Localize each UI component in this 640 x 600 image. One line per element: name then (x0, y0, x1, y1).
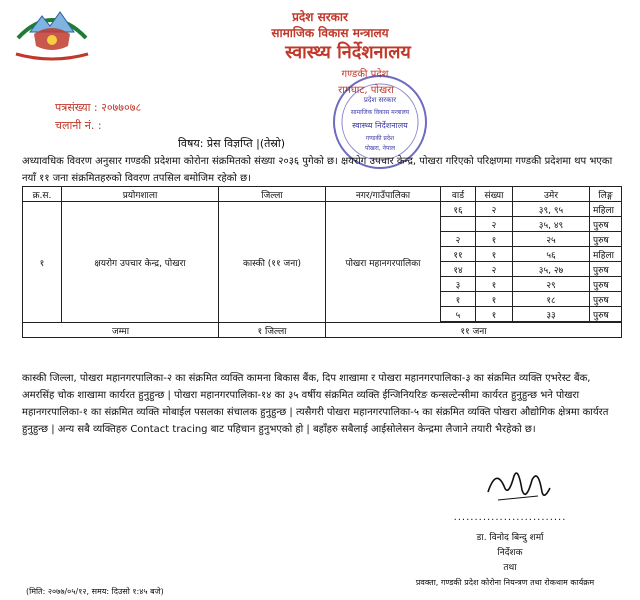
cell-ward: १ (441, 292, 476, 307)
cell-count: १ (476, 277, 513, 292)
cell-age: २५ (513, 232, 590, 247)
cell-age: ३५, २७ (513, 262, 590, 277)
cell-sn: १ (23, 202, 62, 323)
signature-line: ........................... (453, 512, 567, 523)
cell-age: ३९, ९५ (513, 202, 590, 217)
cell-count: २ (476, 217, 513, 232)
cell-district: कास्की (११ जना) (219, 202, 326, 323)
total-count: ११ जना (326, 323, 622, 338)
cell-ward: २ (441, 232, 476, 247)
subject-line: विषय: प्रेस विज्ञप्ति |(तेस्रो) (178, 137, 286, 150)
cell-gender: पुरुष (590, 292, 622, 307)
header-line-1: प्रदेश सरकार (292, 10, 348, 24)
table-row (23, 202, 622, 217)
cell-lab: क्षयरोग उपचार केन्द्र, पोखरा (62, 202, 219, 323)
cell-count: १ (476, 247, 513, 262)
cell-gender: पुरुष (590, 232, 622, 247)
cell-ward: १६ (441, 202, 476, 217)
cell-gender: पुरुष (590, 277, 622, 292)
header-line-2: सामाजिक विकास मन्त्रालय (271, 26, 389, 40)
stamp-line-1: प्रदेश सरकार (363, 96, 397, 104)
stamp-line-3: स्वास्थ्य निर्देशनालय (352, 121, 408, 130)
total-label: जम्मा (23, 323, 219, 338)
stamp-line-2: सामाजिक विकास मन्त्रालय (350, 109, 410, 116)
table-total-row (23, 323, 622, 338)
cell-ward: ३ (441, 277, 476, 292)
cell-ward: ११ (441, 247, 476, 262)
cell-age: ५६ (513, 247, 590, 262)
footer-date: (मिति: २०७७/०५/१२, समय: दिउसो १:४५ बजे) (26, 587, 164, 596)
reference-number: पत्रसंख्या : २०७७०७८ (55, 101, 142, 114)
total-district: १ जिल्ला (219, 323, 326, 338)
cell-age: ३५, ४९ (513, 217, 590, 232)
cell-count: १ (476, 307, 513, 322)
table-header-row (23, 187, 622, 202)
header-title: स्वास्थ्य निर्देशनालय (285, 42, 411, 63)
intro-paragraph: अध्यावधिक विवरण अनुसार गण्डकी प्रदेशमा कोरोना संक्रमितको संख्या २०३६ पुगेको छ। क्षयरोग उपचार केन्द्र, पोखरा गरिएको परिक्षणमा गण्डकी प्रदेशमा थप भएका नयाँ ११ जना संक्रमितहरुको विवरण तपसिल बमोजिम रहेको छ। (22, 156, 613, 184)
header-ward: वार्ड (441, 187, 476, 202)
cell-gender: महिला (590, 247, 622, 262)
header-line-5: रामघाट, पोखरा (338, 85, 394, 96)
header-sn: क्र.स. (23, 187, 62, 202)
cell-ward: १४ (441, 262, 476, 277)
signatory-block (440, 531, 580, 576)
cell-age: २९ (513, 277, 590, 292)
cell-gender: पुरुष (590, 262, 622, 277)
stamp-line-4: गण्डकी प्रदेश (365, 135, 395, 142)
dispatch-number: चलानी नं. : (55, 119, 102, 132)
signatory-name: डा. विनोद बिन्दु शर्मा (476, 533, 544, 543)
cell-age: १८ (513, 292, 590, 307)
stamp-line-5: पोखरा, नेपाल (364, 145, 396, 152)
signatory-and: तथा (503, 563, 517, 573)
header-lab: प्रयोगशाला (62, 187, 219, 202)
signature-icon (478, 462, 558, 508)
cell-count: १ (476, 292, 513, 307)
header-district: जिल्ला (219, 187, 326, 202)
header-count: संख्या (476, 187, 513, 202)
cases-table (22, 186, 622, 338)
cell-ward: ५ (441, 307, 476, 322)
header-municipality: नगर/गाउँपालिका (326, 187, 441, 202)
cell-gender: पुरुष (590, 217, 622, 232)
cell-municipality: पोखरा महानगरपालिका (326, 202, 441, 323)
header-line-4: गण्डकी प्रदेश (341, 69, 389, 80)
header-age: उमेर (513, 187, 590, 202)
signatory-role: प्रवक्ता, गण्डकी प्रदेश कोरोना नियन्त्रण तथा रोकथाम कार्यक्रम (415, 578, 595, 587)
cell-count: २ (476, 262, 513, 277)
cell-gender: महिला (590, 202, 622, 217)
cell-gender: पुरुष (590, 307, 622, 322)
cell-ward (441, 217, 476, 232)
cell-age: ३३ (513, 307, 590, 322)
cell-count: १ (476, 232, 513, 247)
signatory-title: निर्देशक (497, 548, 523, 558)
nepal-emblem-icon (8, 4, 96, 66)
header-gender: लिङ्ग (590, 187, 622, 202)
body-paragraph: कास्की जिल्ला, पोखरा महानगरपालिका-२ का संक्रमित व्यक्ति कामना बिकास बैंक, दिप शाखामा र पोखरा महानगरपालिका-३ का संक्रमित व्यक्ति एभरेस्ट बैंक, अमरसिंह चोक शाखामा कार्यरत हुनुहुन्छ | पोखरा महानगरपालिका-१४ का ३५ वर्षीय संक्रमित व्यक्ति ईन्जिनियरिङ कन्सल्टेन्सीमा कार्यरत हुनुहुन्छ भने पोखरा महानगरपालिका-१ का संक्रमित व्यक्ति मोबाईल पसलका संचालक हुनुहुन्छ | त्यसैगरी पोखरा महानगरपालिका-५ का संक्रमित व्यक्ति पोखरा औद्योगिक क्षेत्रमा कार्यरत हुनुहुन्छ | अन्य सबै व्यक्तिहरु Contact tracing बाट पहिचान हुनुभएको हो | बहाँहरु सबैलाई आईसोलेसन केन्द्रमा लैजाने तयारी भैरहेको छ। (22, 373, 609, 435)
cell-count: २ (476, 202, 513, 217)
